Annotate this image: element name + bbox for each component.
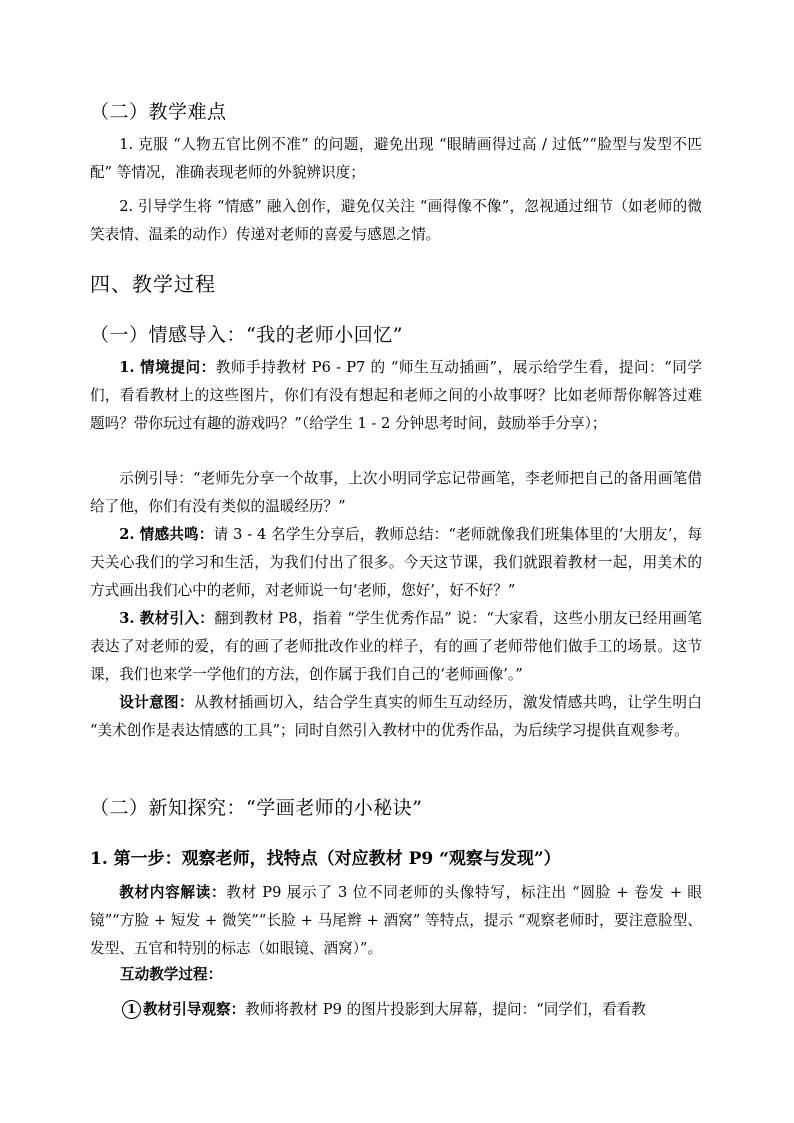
paragraph-situational-question — [90, 354, 702, 438]
step-heading-observe: 1. 第一步：观察老师，找特点（对应教材 P9 “观察与发现”） — [90, 849, 561, 869]
paragraph-example-guide: 示例引导：“老师先分享一个故事，上次小明同学忘记带画笔，李老师把自己的备用画笔借给了他，你们有没有类似的温暖经历？” — [90, 470, 702, 515]
section-heading-teaching-process: 四、教学过程 — [90, 272, 216, 296]
paragraph-emotional-resonance — [90, 521, 702, 605]
paragraph-guided-observation — [90, 996, 702, 1024]
text-design-intent: 从教材插画切入，结合学生真实的师生互动经历，激发情感共鸣，让学生明白 “美术创作是表达情感的工具”；同时自然引入教材中的优秀作品，为后续学习提供直观参考。 — [90, 694, 702, 739]
label-design-intent: 设计意图： — [119, 694, 194, 711]
label-situational-question: 1. 情境提问： — [119, 359, 216, 376]
paragraph-textbook-intro — [90, 605, 702, 689]
label-guided-observation: 教材引导观察： — [143, 1001, 246, 1018]
label-textbook-content: 教材内容解读： — [119, 884, 227, 901]
label-interactive-process: 互动教学过程： — [120, 966, 223, 983]
label-textbook-intro: 3. 教材引入： — [119, 610, 215, 627]
paragraph-design-intent — [90, 689, 702, 745]
text-guided-observation: 教师将教材 P9 的图片投影到大屏幕，提问：“同学们，看看教 — [245, 1001, 646, 1018]
text-situational-question: 教师手持教材 P6 - P7 的 “师生互动插画”，展示给学生看，提问：“同学们，看看教材上的这些图片，你们有没有想起和老师之间的小故事呀？比如老师帮你解答过难题吗？带你玩过有趣的游戏吗？”（给学生 1 - 2 分钟思考时间，鼓励举手分享）； — [90, 359, 702, 432]
circled-number-one: 1 — [122, 1000, 141, 1019]
label-emotional-resonance: 2. 情感共鸣： — [119, 526, 214, 543]
paragraph-textbook-content — [90, 879, 702, 963]
text-textbook-content: 教材 P9 展示了 3 位不同老师的头像特写，标注出 “圆脸 + 卷发 + 眼镜”“方脸 + 短发 + 微笑”“长脸 + 马尾辫 + 酒窝” 等特点，提示 “观察老师时，要注意脸型、发型、五官和特别的标志（如眼镜、酒窝）”。 — [90, 884, 702, 957]
text-textbook-intro: 翻到教材 P8，指着 “学生优秀作品” 说：“大家看，这些小朋友已经用画笔表达了对老师的爱，有的画了老师批改作业的样子，有的画了老师带他们做手工的场景。这节课，我们也来学一学他们的方法，创作属于我们自己的‘老师画像’。” — [90, 610, 702, 683]
section-heading-difficulties: （二）教学难点 — [90, 101, 227, 123]
paragraph-difficulty-2: 2. 引导学生将 “情感” 融入创作，避免仅关注 “画得像不像”，忽视通过细节（如老师的微笑表情、温柔的动作）传递对老师的喜爱与感恩之情。 — [90, 198, 702, 243]
subsection-heading-emotional-intro: （一）情感导入：“我的老师小回忆” — [90, 324, 403, 346]
subsection-heading-new-knowledge: （二）新知探究：“学画老师的小秘诀” — [90, 797, 423, 819]
text-emotional-resonance: 请 3 - 4 名学生分享后，教师总结：“老师就像我们班集体里的‘大朋友’，每天关心我们的学习和生活，为我们付出了很多。今天这节课，我们就跟着教材一起，用美术的方式画出我们心中的老师，对老师说一句‘老师，您好’，好不好？” — [90, 526, 702, 599]
paragraph-difficulty-1: 1. 克服 “人物五官比例不准” 的问题，避免出现 “眼睛画得过高 / 过低”“脸型与发型不匹配” 等情况，准确表现老师的外貌辨识度； — [90, 136, 702, 181]
